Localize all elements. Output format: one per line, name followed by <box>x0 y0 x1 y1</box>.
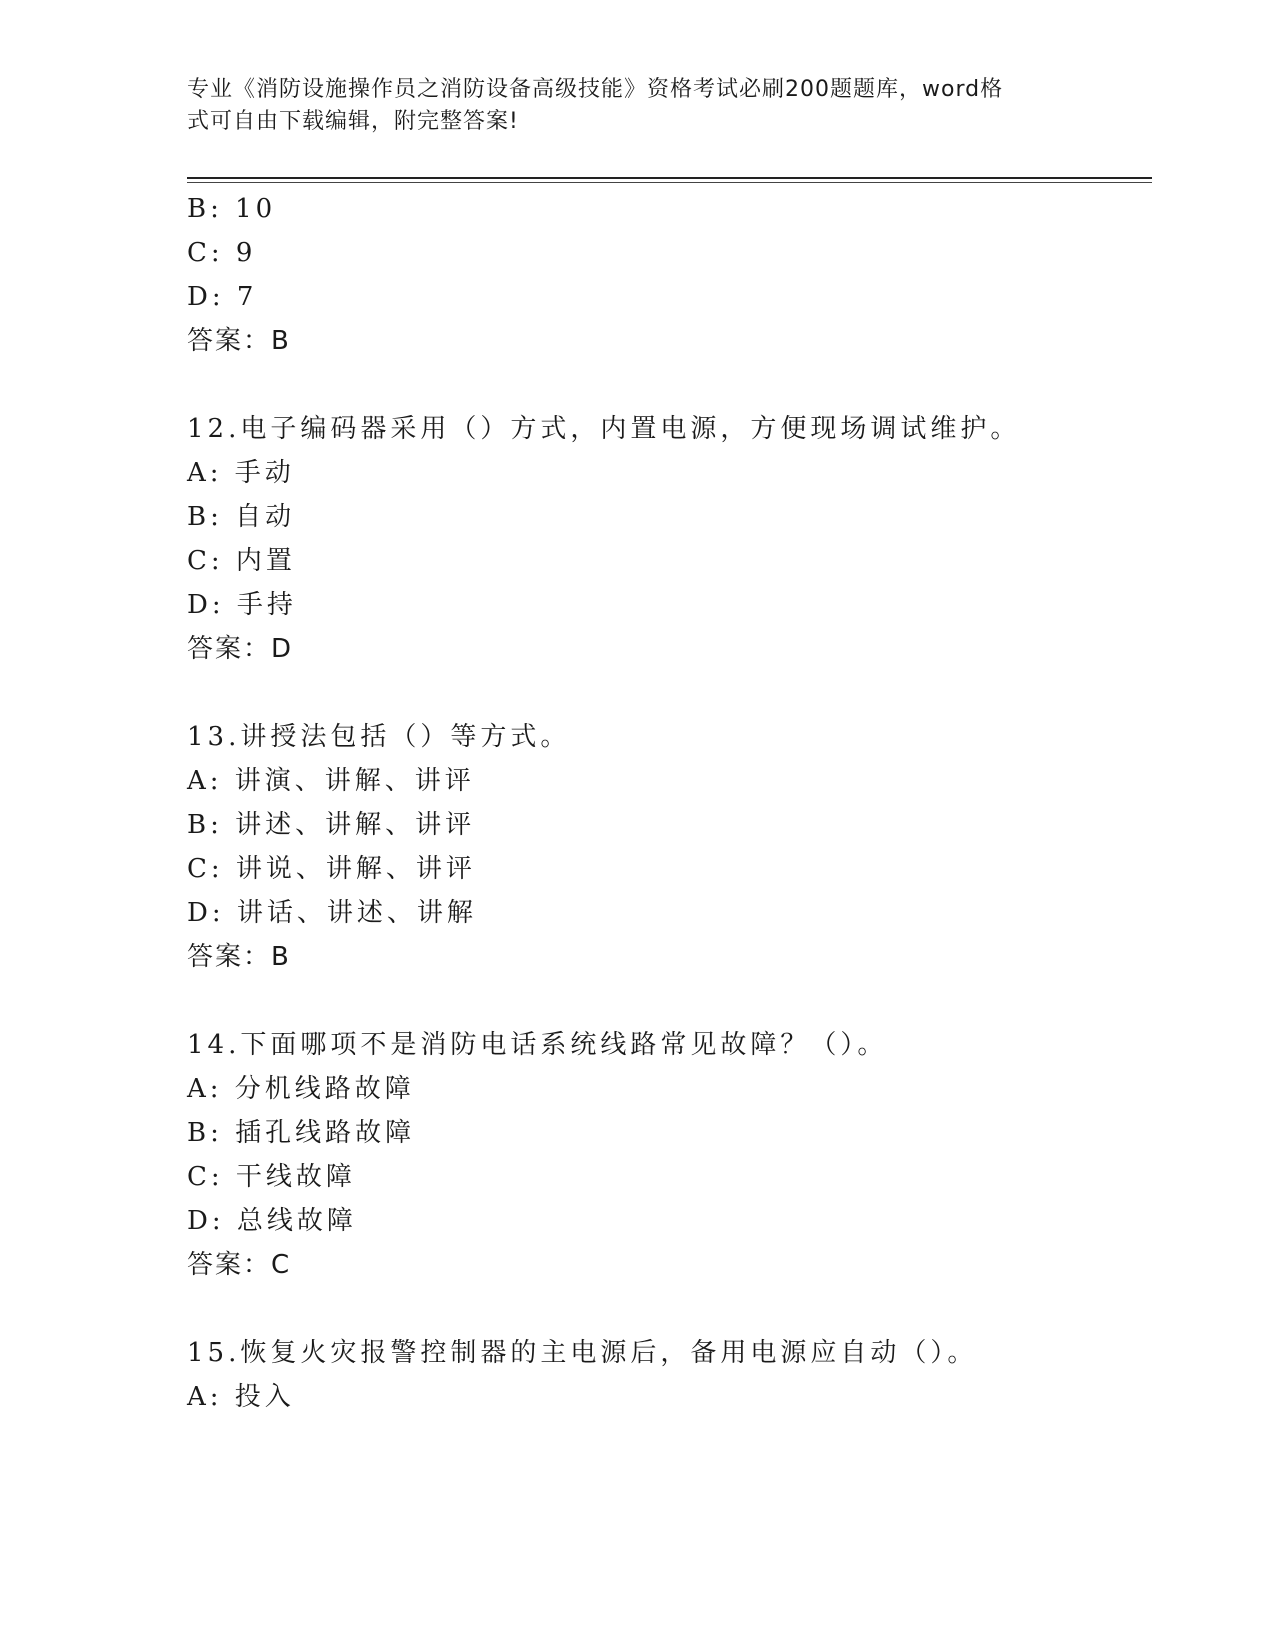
q13-option-d: D: 讲话、讲述、讲解 <box>187 898 477 928</box>
q12-option-c: C: 内置 <box>187 546 296 576</box>
q11-option-c: C: 9 <box>187 238 257 268</box>
q14-question: 14.下面哪项不是消防电话系统线路常见故障？（）。 <box>187 1030 888 1060</box>
q13-answer: 答案：B <box>187 942 291 972</box>
q14-option-b: B: 插孔线路故障 <box>187 1118 416 1148</box>
header-line-2: 式可自由下载编辑，附完整答案! <box>187 109 519 134</box>
document-header <box>187 74 1067 138</box>
q13-option-c: C: 讲说、讲解、讲评 <box>187 854 476 884</box>
q12-option-b: B: 自动 <box>187 502 296 532</box>
q11-option-d: D: 7 <box>187 282 258 312</box>
q14-option-a: A: 分机线路故障 <box>187 1074 415 1104</box>
q12-question: 12.电子编码器采用（）方式，内置电源，方便现场调试维护。 <box>187 414 1021 444</box>
q13-option-b: B: 讲述、讲解、讲评 <box>187 810 476 840</box>
q14-answer: 答案：C <box>187 1250 292 1280</box>
q15-option-a: A: 投入 <box>187 1382 295 1412</box>
q15-question: 15.恢复火灾报警控制器的主电源后，备用电源应自动（）。 <box>187 1338 978 1368</box>
q13-option-a: A: 讲演、讲解、讲评 <box>187 766 475 796</box>
header-divider-thin <box>187 182 1152 183</box>
q14-option-c: C: 干线故障 <box>187 1162 356 1192</box>
q12-answer: 答案：D <box>187 634 294 664</box>
header-divider-thick <box>187 177 1152 179</box>
q14-option-d: D: 总线故障 <box>187 1206 357 1236</box>
header-line-1: 专业《消防设施操作员之消防设备高级技能》资格考试必刷200题题库，word格 <box>187 77 1004 102</box>
q12-option-a: A: 手动 <box>187 458 295 488</box>
q11-option-b: B: 10 <box>187 194 277 224</box>
q12-option-d: D: 手持 <box>187 590 297 620</box>
q11-answer: 答案：B <box>187 326 291 356</box>
q13-question: 13.讲授法包括（）等方式。 <box>187 722 571 752</box>
